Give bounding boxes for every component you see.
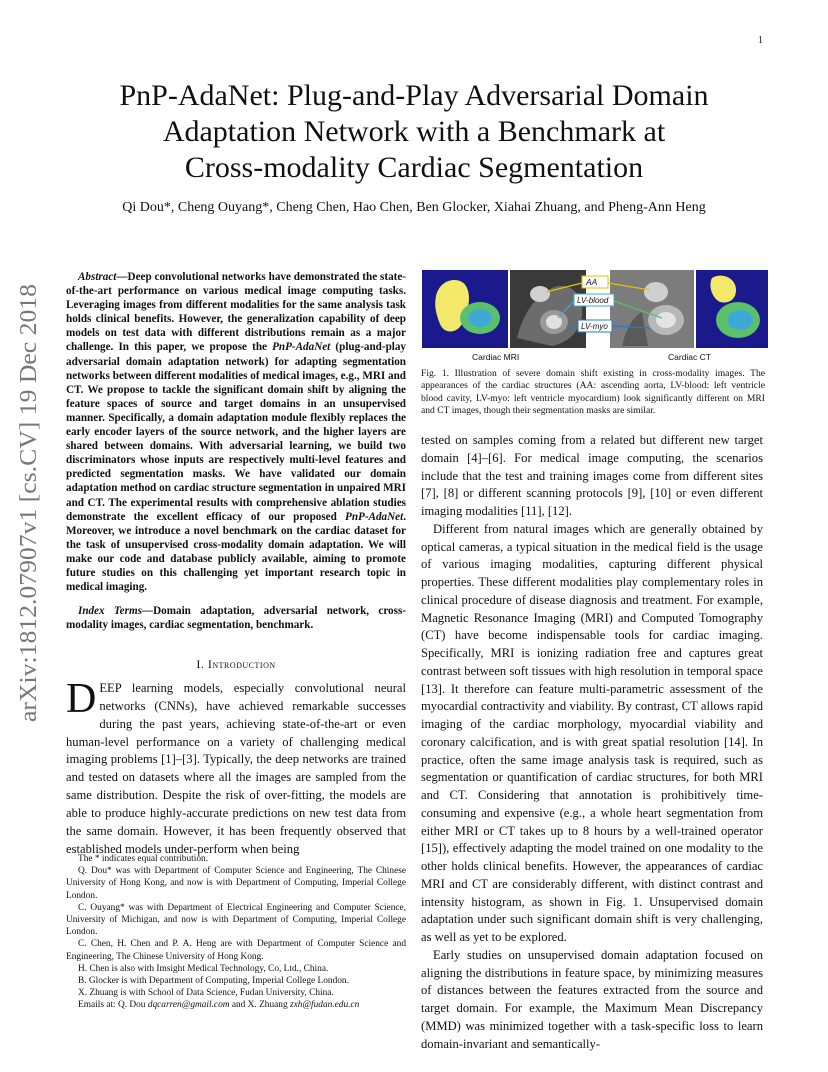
intro-text: EEP learning models, especially convolutional neural networks (CNNs), have achieved remarkable successes during the past years, achieving state-of-the-art or even human-level performance on a variety of challenging medical imaging problems [1]–[3]. Typically, the deep networks are trained and tested on datasets where all the images are sampled from the same distribution. Despite the risk of over-fitting, the models are able to produce highly-accurate predictions on new test data from the same domain. However, it has been frequently observed that established models under-perform when being — [66, 681, 406, 856]
lvmyo-label: LV-myo — [581, 322, 608, 331]
page-number: 1 — [758, 35, 763, 46]
ct-blood-mask — [727, 310, 753, 330]
index-terms-lead: Index Terms — [78, 605, 142, 617]
ct-lv-inner — [656, 312, 676, 328]
title-line: Adaptation Network with a Benchmark at — [162, 115, 666, 148]
abstract-lead: Abstract — [78, 271, 117, 283]
email-link[interactable]: zxh@fudan.edu.cn — [289, 1000, 360, 1011]
footnote: C. Chen, H. Chen and P. A. Heng are with Department of Computer Science and Engineering, The Chinese University of Hong Kong. — [66, 939, 406, 962]
abstract-text: (plug-and-play adversarial domain adaptation network) for adapting segmentation networks between different modalities of medical images, e.g., MRI and CT. We propose to tackle the significant domain shift by aligning the feature spaces of source and target domains in an unsupervised manner. Specifically, a domain adaptation module flexibly replaces the early encoder layers of the source network, and the higher layers are shared between domains. With adversarial learning, we build two discriminators whose inputs are respectively multi-level features and predicted segmentation masks. We have validated our domain adaptation method on cardiac structure segmentation in unpaired MRI and CT. The experimental results with comprehensive ablation studies demonstrate the excellent efficacy of our proposed — [66, 341, 407, 523]
ct-image-panel — [610, 270, 694, 348]
dropcap-letter: D — [66, 676, 97, 722]
abstract-text: —Deep convolutional networks have demonstrated the state-of-the-art performance on various medical image computing tasks. Leveraging images from different modalities for the same analysis task holds clinical benefits. However, the generalization capability of deep models on test data with different distributions remain as a major challenge. In this paper, we propose the — [66, 271, 406, 354]
mri-aa-region — [530, 286, 550, 302]
index-terms — [66, 604, 406, 632]
index-terms-text: —Domain adaptation, adversarial network, cross-modality images, cardiac segmentation, benchmark. — [66, 605, 407, 632]
body-paragraph: Early studies on unsupervised domain adaptation focused on aligning the distributions in feature space, by minimizing measures of distances between the features extracted from the source and target domain. For example, the Maximum Mean Discrepancy (MMD) was minimized together with a task-specific loss to learn domain-invariant and semantically- — [421, 947, 763, 1051]
footnote: The * indicates equal contribution. — [78, 854, 208, 864]
section-heading — [66, 657, 406, 672]
method-name: PnP-AdaNet — [345, 510, 404, 523]
emails-prefix: Emails at: Q. Dou — [78, 1000, 148, 1011]
abstract — [66, 270, 406, 594]
footnote: B. Glocker is with Department of Computing, Imperial College London. — [78, 976, 349, 987]
footnote-emails — [66, 999, 406, 1011]
figure-1 — [422, 268, 768, 368]
footnotes — [66, 853, 406, 1012]
footnote: H. Chen is also with Imsight Medical Technology, Co, Ltd., China. — [78, 963, 329, 974]
right-column — [421, 432, 763, 1053]
body-paragraph: Different from natural images which are generally obtained by optical cameras, a typical situation in the medical field is the usage of various imaging modalities, capturing different physical properties. These different modalities play complementary roles in clinical procedure of disease diagnosis and treatment. For example, Magnetic Resonance Imaging (MRI) and Computed Tomography (CT) have become indispensable tools for cardiac imaging. Specifically, MRI is ionizing radiation free and captures great contrast between soft tissues with high resolution in temporal space [13]. It therefore can feature multi-parametric assessment of the myocardial contractivity and viability. By contrast, CT allows rapid imaging of the cardiac morphology, myocardial viability and coronary calcification, and is with great spatial resolution [14]. In practice, often the same image analysis task is required, such as segmentation or quantification of cardiac structures, for both MRI and CT. Considering that annotation is prohibitively time-consuming and expensive (e.g., a whole heart segmentation from either MRI or CT takes up to 8 hours by a well-trained operator [15]), effectively adapting the model trained on one modality to the other holds clinical benefits. However, the appearances of cardiac MRI and CT are considerably different, with distinct contrast and intensity histogram, as shown in Fig. 1. Unsupervised domain adaptation under such significant domain shift is very challenging, as well as yet to be explored. — [421, 521, 763, 944]
label-cardiac-mri: Cardiac MRI — [472, 352, 520, 362]
aa-label: AA — [586, 277, 598, 287]
lvblood-label: LV-blood — [577, 296, 609, 305]
body-paragraph: tested on samples coming from a related but different new target domain [4]–[6]. For medical image computing, the scenarios include that the test and training images come from different sites [7], [8] or different scanning protocols [9], [10] or even different imaging modalities [11], [12]. — [421, 433, 763, 518]
mri-blood-mask — [468, 309, 492, 327]
footnote: Q. Dou* was with Department of Computer Science and Engineering, The Chinese University of Hong Kong, and now is with Department of Computing, Imperial College London. — [66, 866, 406, 901]
figure-caption: Fig. 1. Illustration of severe domain shift existing in cross-modality images. The appearances of the cardiac structures (AA: ascending aorta, LV-blood: left ventricle blood cavity, LV-myo: left ventricle myocardium) look significantly different on MRI and CT images, though their segmentation masks are similar. — [421, 368, 765, 416]
arxiv-stamp-text: arXiv:1812.07907v1 [cs.CV] 19 Dec 2018 — [15, 304, 42, 722]
ct-aa-region — [644, 282, 668, 302]
intro-paragraph — [66, 676, 406, 858]
paper-title — [60, 78, 768, 186]
arxiv-stamp — [9, 282, 45, 722]
section-heading-text: I. Introduction — [196, 657, 276, 671]
abstract-text: . Moreover, we introduce a novel benchmark on the cardiac dataset for the task of unsupervised cross-modality domain adaptation. We will make our code and database publicly available, aiming to promote future studies on this challenging yet important research topic in medical imaging. — [66, 510, 406, 594]
method-name: PnP-AdaNet — [272, 341, 331, 354]
footnote: C. Ouyang* was with Department of Electrical Engineering and Computer Science, University of Michigan, and now is with Department of Computing, Imperial College London. — [66, 902, 406, 938]
title-line: PnP-AdaNet: Plug-and-Play Adversarial Domain — [119, 79, 709, 112]
email-link[interactable]: dqcarren@gmail.com — [147, 1000, 230, 1011]
title-line: Cross-modality Cardiac Segmentation — [184, 151, 644, 184]
author-list: Qi Dou*, Cheng Ouyang*, Cheng Chen, Hao Chen, Ben Glocker, Xiahai Zhuang, and Pheng-Ann Heng — [122, 200, 706, 215]
emails-mid: and X. Zhuang — [229, 1000, 290, 1011]
footnote: X. Zhuang is with School of Data Science, Fudan University, China. — [78, 988, 334, 999]
label-cardiac-ct: Cardiac CT — [668, 352, 711, 362]
